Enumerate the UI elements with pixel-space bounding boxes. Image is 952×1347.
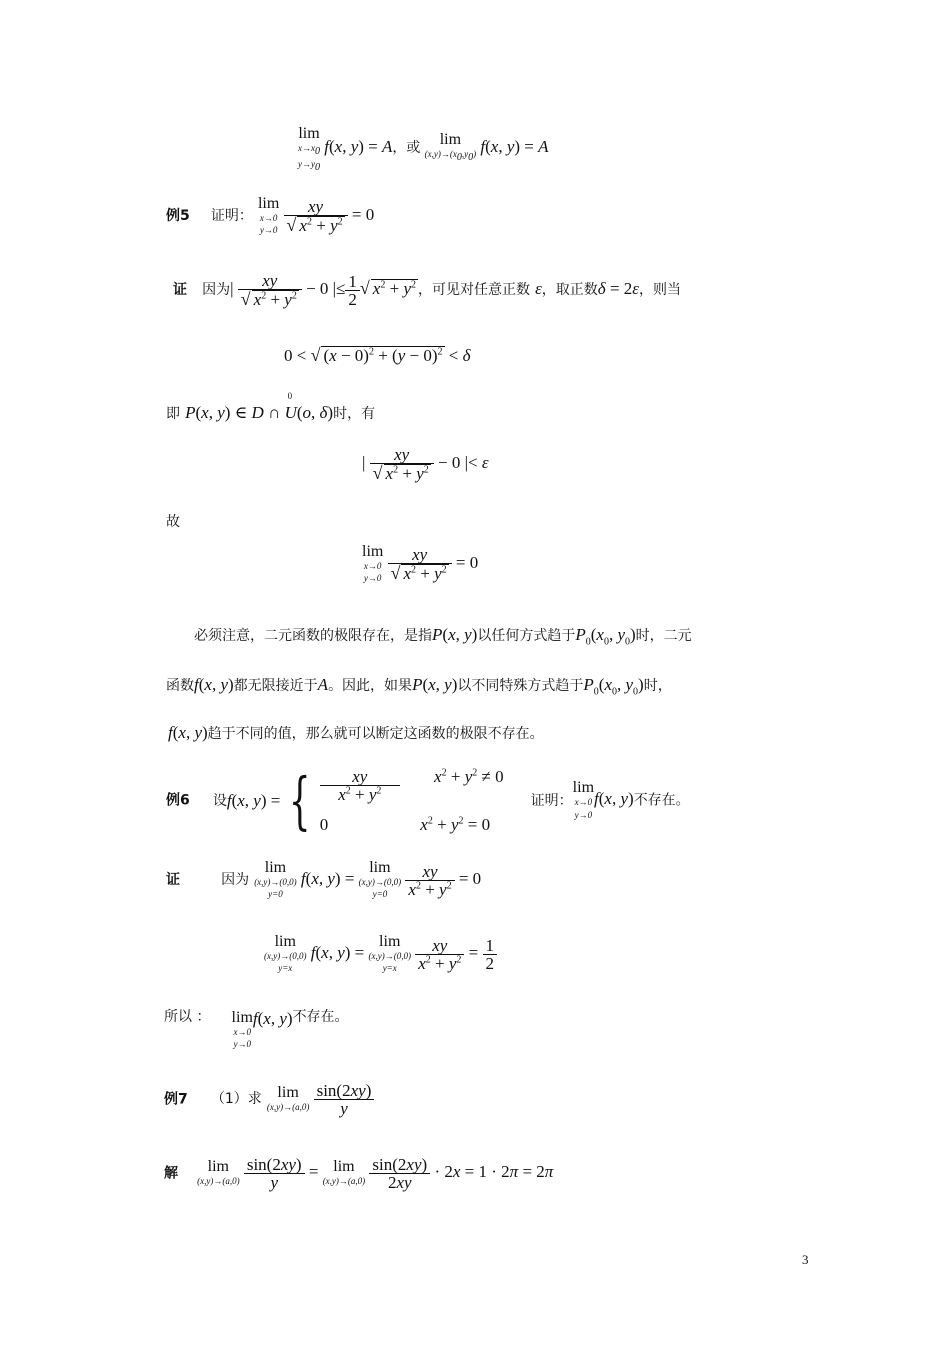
piecewise-brace: {: [289, 763, 311, 837]
ie-suffix: 时，有: [333, 406, 376, 422]
note-line3: f(x, y)趋于不同的值，那么就可以断定这函数的极限不存在。: [168, 723, 544, 742]
note-line2e: 时，: [643, 678, 672, 694]
or-text: ，或: [392, 140, 421, 157]
page-number: 3: [802, 1252, 809, 1267]
example6-set: 设: [212, 792, 227, 809]
example6-not-exist: 不存在。: [633, 792, 690, 809]
solution7: 解 lim (x,y)→(a,0) $\frac{\sin(2xy)}{y}$ = lim (x,y)→(a,0) $\frac{\sin(2xy)}{2xy}$ · 2x = 1 · 2π = 2π: [164, 1155, 554, 1192]
example7-label: 例7: [164, 1091, 188, 1108]
proof6-line2: lim (x,y)→(0,0) y=x f(x, y) = lim (x,y)→(0,0) y=x $\frac{xy}{x^2 + y^2}$ = $\frac{1}{2}$: [264, 934, 497, 974]
note-line2d: 以不同特殊方式趋于: [457, 678, 584, 694]
example6-prove: 证明：: [530, 792, 573, 809]
note-line1c: 时，二元: [635, 628, 692, 644]
ie-prefix: 即: [166, 406, 180, 422]
example5-prove: 证明：: [210, 208, 253, 225]
proof6-because: 因为: [221, 872, 250, 889]
proof5-text1: ，可见对任意正数: [417, 281, 530, 298]
proof5-text2: ，取正数: [541, 281, 598, 298]
example6: 例6 设f(x, y) = { $\frac{xy}{x^2 + y^2}$ $x^2 + y^2 \ne 0$ 0 $x^2 + y^2 = 0$ 证明： lim x→0 y→0 f(x, y)不存在。: [166, 763, 690, 837]
therefore-text: 故: [166, 514, 180, 530]
so-label: 所以 ：: [164, 1009, 211, 1025]
example5-label: 例5: [166, 208, 190, 225]
proof5-text3: ，则当: [638, 281, 681, 298]
solution7-label: 解: [164, 1165, 178, 1182]
note-line2: 函数f(x, y)都无限接近于A。因此，如果P(x, y)以不同特殊方式趋于$P_0(x_0$, $y_0$)时，: [166, 675, 672, 698]
note-line1: 必须注意，二元函数的极限存在，是指P(x, y)以任何方式趋于$P_0(x_0$, $y_0$)时，二元: [194, 625, 692, 648]
note-line2c: 。因此，如果: [328, 678, 413, 694]
example6-label: 例6: [166, 792, 190, 809]
formula-epsilon-bound: | $\frac{xy}{√ x^2 + y^2}$ − 0 |< ε: [362, 445, 489, 483]
note-line2a: 函数: [166, 678, 194, 694]
note-line2b: 都无限接近于: [233, 678, 318, 694]
note-line1a: 必须注意，二元函数的极限存在，是指: [194, 628, 432, 644]
example5: 例5 证明： lim x→0 y→0 $\frac{xy}{√ x^2 + y^2}$ = 0: [166, 195, 375, 236]
note-line3-text: 趋于不同的值，那么就可以断定这函数的极限不存在。: [207, 726, 544, 742]
example7: 例7 （1）求 lim (x,y)→(a,0) $\frac{\sin(2xy)}{y}$: [164, 1082, 374, 1117]
proof5-label: 证: [173, 281, 187, 298]
so-not-exist: 不存在。: [292, 1009, 349, 1025]
proof6-line1: 证 因为 lim (x,y)→(0,0) y=0 f(x, y) = lim (x,y)→(0,0) y=0 $\frac{xy}{x^2 + y^2}$ = 0: [166, 859, 482, 900]
ie-line: 即 P(x, y) ∈ D ∩ 0 U(o, δ)时，有: [166, 391, 376, 422]
example7-q1: （1）求: [210, 1091, 262, 1108]
so-line: 所以 ： lim x→0 y→0 f(x, y)不存在。: [164, 1009, 349, 1050]
formula-limit-definition: lim $x\to x_0$ $y\to y_0$ f(x, y) = A，或 lim $(x,y)\to(x_0,y_0)$ f(x, y) = A: [298, 125, 549, 174]
formula-delta-neighborhood: 0 < √ $(x - 0)^2 + (y - 0)^2 < \delta$: [284, 345, 471, 365]
proof5: 证 因为| $\frac{xy}{√ x^2 + y^2}$ − 0 |≤ $\frac{1}{2}$ √ $x^2 + y^2$ ，可见对任意正数 ε，取正数δ = 2ε，则当: [173, 271, 681, 309]
proof5-because: 因为: [202, 281, 231, 298]
proof6-label: 证: [166, 872, 180, 889]
note-line1b: 以任何方式趋于: [477, 628, 576, 644]
formula-limit-zero: lim x→0 y→0 $\frac{xy}{√ x^2 + y^2}$ = 0: [362, 543, 479, 584]
